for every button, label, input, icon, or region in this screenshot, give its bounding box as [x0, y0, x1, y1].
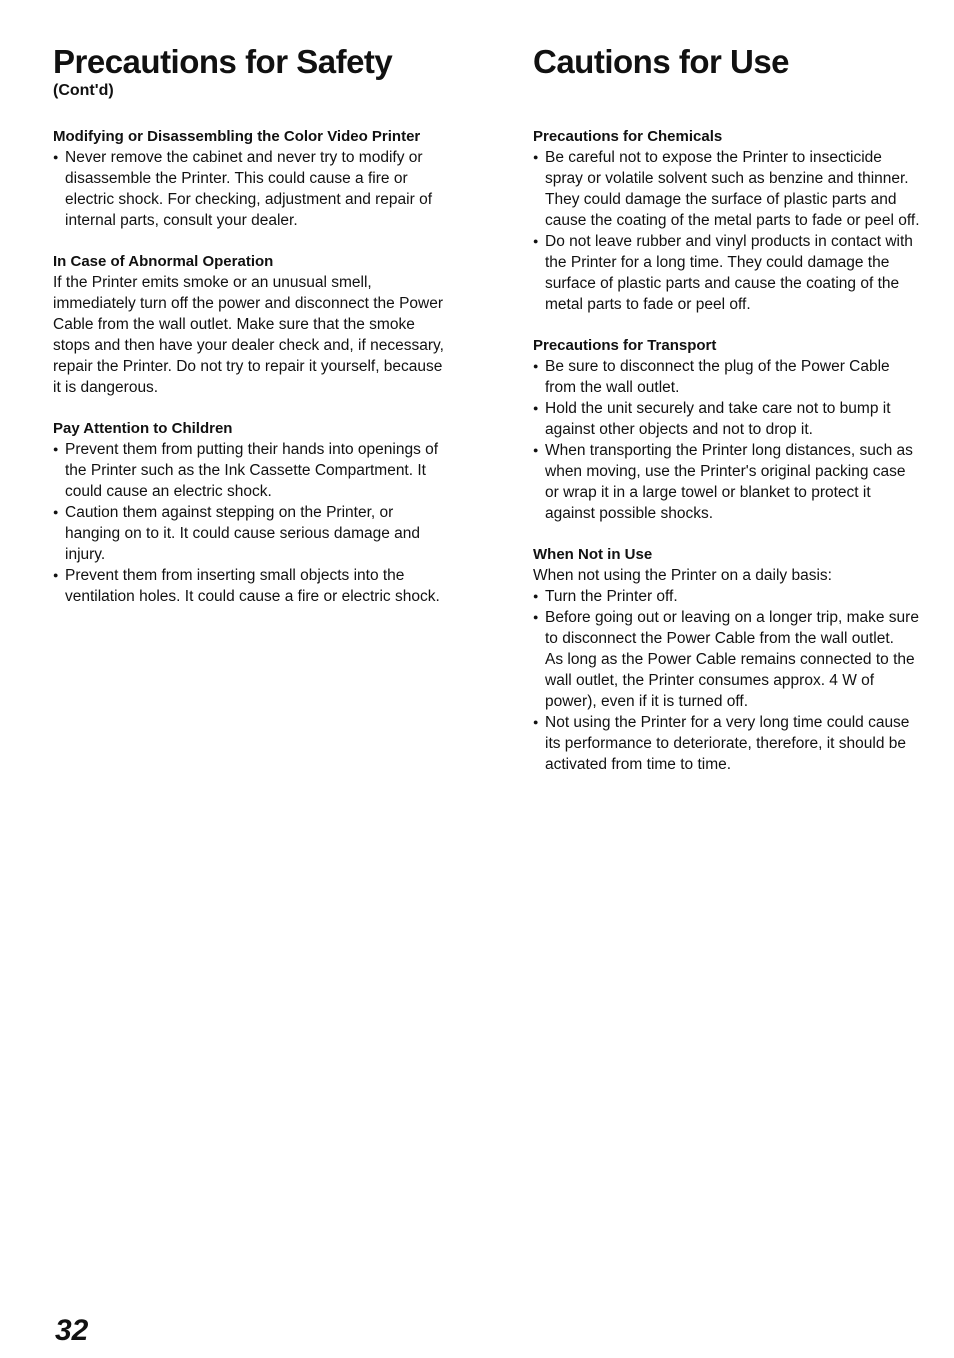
bullet-list: [53, 147, 448, 231]
section-heading: Precautions for Chemicals: [533, 128, 723, 145]
section-heading: In Case of Abnormal Operation: [53, 253, 274, 270]
section-not-in-use: [533, 544, 923, 775]
page-title-cautions-for-use: Cautions for Use: [533, 43, 790, 80]
list-item: ● Caution them against stepping on the Printer, or hanging on to it. It could cause serious damage and injury.: [53, 502, 448, 565]
list-item-text: Before going out or leaving on a longer trip, make sure to disconnect the Power Cable from the wall outlet.: [545, 609, 919, 647]
list-item-note: As long as the Power Cable remains connected to the wall outlet, the Printer consumes approx. 4 W of power), even if it is turned off.: [545, 651, 915, 710]
list-item: ● Be sure to disconnect the plug of the Power Cable from the wall outlet.: [533, 356, 923, 398]
list-item: ● Not using the Printer for a very long time could cause its performance to deteriorate, therefore, it should be activated from time to time.: [533, 712, 923, 775]
bullet-list: [53, 439, 448, 607]
bullet-list: [533, 356, 923, 524]
section-transport: [533, 335, 923, 524]
list-item: ● Prevent them from inserting small objects into the ventilation holes. It could cause a fire or electric shock.: [53, 565, 448, 607]
section-children: [53, 418, 448, 607]
page-number: 32: [55, 1314, 89, 1347]
list-item: [533, 607, 923, 649]
list-item: ● Do not leave rubber and vinyl products in contact with the Printer for a long time. They could damage the surface of plastic parts and cause the coating of the metal parts to fade or peel off.: [533, 231, 923, 315]
continued-label: (Cont'd): [53, 82, 114, 99]
page-title-precautions-for-safety: Precautions for Safety: [53, 43, 393, 80]
section-heading: When Not in Use: [533, 546, 653, 563]
bullet-list: [533, 712, 923, 775]
right-column: [533, 42, 923, 775]
list-item: ● Never remove the cabinet and never try to modify or disassemble the Printer. This could cause a fire or electric shock. For checking, adjustment and repair of internal parts, consult your dealer.: [53, 147, 448, 231]
list-item: ● When transporting the Printer long distances, such as when moving, use the Printer's original packing case or wrap it in a large towel or blanket to protect it against possible shocks.: [533, 440, 923, 524]
list-item: ● Turn the Printer off.: [533, 586, 923, 607]
section-modifying: [53, 126, 448, 231]
bullet-list: [533, 586, 923, 649]
list-item: ● Prevent them from putting their hands into openings of the Printer such as the Ink Cassette Compartment. It could cause an electric shock.: [53, 439, 448, 502]
section-abnormal-operation: [53, 251, 448, 398]
section-heading: Pay Attention to Children: [53, 420, 233, 437]
bullet-list: [533, 147, 923, 315]
list-item: ● Hold the unit securely and take care not to bump it against other objects and not to drop it.: [533, 398, 923, 440]
section-heading: Modifying or Disassembling the Color Video Printer: [53, 128, 421, 145]
left-column: [53, 42, 448, 607]
list-item: ● Be careful not to expose the Printer to insecticide spray or volatile solvent such as benzine and thinner. They could damage the surface of plastic parts and cause the coating of the metal parts to fade or peel off.: [533, 147, 923, 231]
section-paragraph: If the Printer emits smoke or an unusual smell, immediately turn off the power and disconnect the Power Cable from the wall outlet. Make sure that the smoke stops and then have your dealer check and, if necessary, repair the Printer. Do not try to repair it yourself, because it is dangerous.: [53, 274, 444, 396]
section-heading: Precautions for Transport: [533, 337, 717, 354]
section-chemicals: [533, 126, 923, 315]
section-intro: When not using the Printer on a daily basis:: [533, 567, 832, 584]
